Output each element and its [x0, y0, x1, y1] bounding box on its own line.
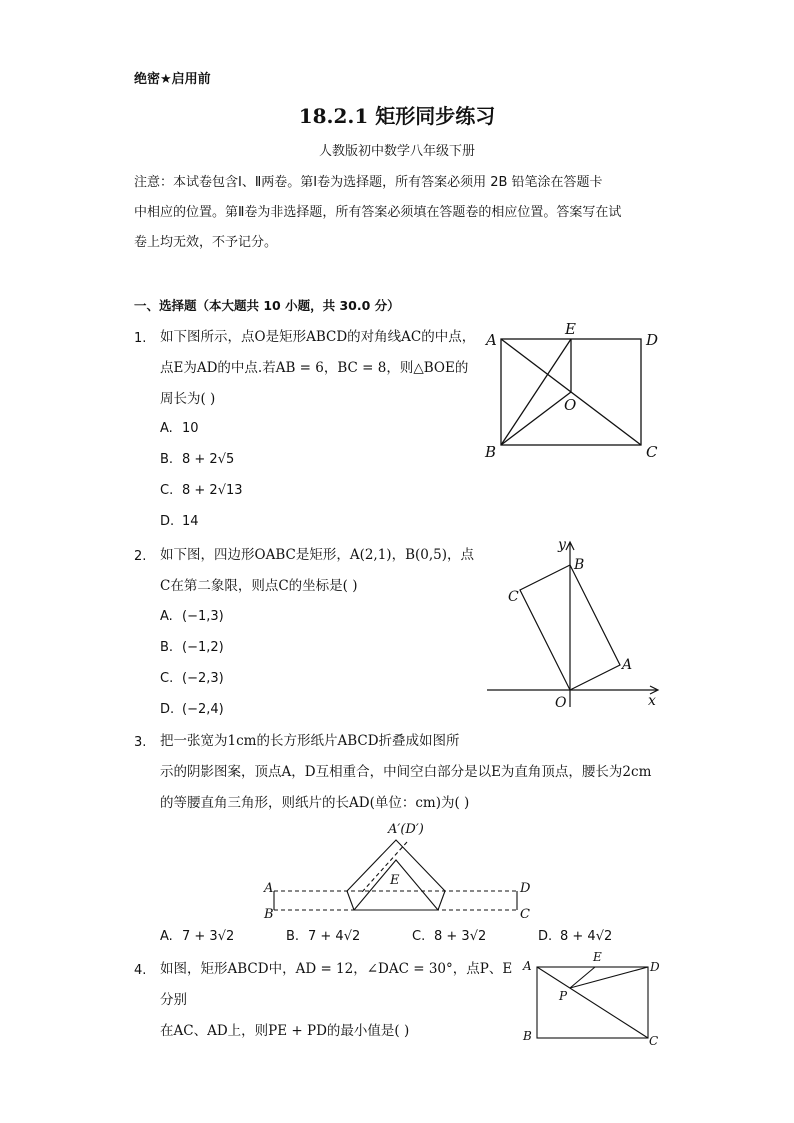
option-text: (−2,4)	[182, 702, 224, 717]
option-d[interactable]	[160, 514, 199, 529]
fold-crease	[362, 842, 407, 892]
label-c: C	[646, 443, 658, 461]
label-d: D	[520, 881, 531, 896]
option-a[interactable]	[160, 609, 224, 624]
question-3-text	[160, 726, 670, 819]
exam-notice	[134, 168, 674, 258]
option-text: 7 + 4√2	[308, 929, 361, 944]
question-number: 3.	[134, 735, 147, 750]
figure-1-rectangle	[480, 318, 670, 463]
option-label: A.	[160, 609, 173, 624]
question-4-text	[160, 954, 520, 1047]
question-number: 1.	[134, 331, 147, 346]
label-c: C	[508, 589, 519, 605]
label-c: C	[520, 907, 530, 922]
label-o: O	[555, 695, 567, 711]
option-a[interactable]	[160, 421, 199, 436]
option-text: 8 + 2√13	[182, 483, 243, 498]
option-label: A.	[160, 421, 173, 436]
option-a[interactable]	[160, 929, 234, 944]
question-2-text	[160, 540, 480, 602]
option-text: 7 + 3√2	[182, 929, 235, 944]
label-d: D	[646, 331, 659, 349]
page-subtitle: 人教版初中数学八年级下册	[318, 144, 475, 159]
option-label: C.	[412, 929, 426, 944]
figure-2-coordinate-rectangle	[482, 535, 667, 715]
option-text: (−1,2)	[182, 640, 224, 655]
label-b: B	[485, 443, 497, 461]
question-line: C在第二象限，则点C的坐标是( )	[160, 578, 358, 594]
notice-line: 中相应的位置。第Ⅱ卷为非选择题，所有答案必须填在答题卷的相应位置。答案写在试	[134, 205, 622, 220]
question-1-text	[160, 322, 490, 415]
option-label: B.	[160, 640, 174, 655]
option-b[interactable]	[286, 929, 360, 944]
option-label: D.	[538, 929, 553, 944]
label-a-prime-d-prime: A′(D′)	[388, 822, 424, 837]
option-text: 14	[182, 514, 199, 529]
option-text: (−2,3)	[182, 671, 224, 686]
option-c[interactable]	[160, 671, 224, 686]
option-label: B.	[160, 452, 174, 467]
secret-label: 绝密★启用前	[134, 72, 211, 87]
option-d[interactable]	[538, 929, 612, 944]
label-a: A	[523, 959, 532, 973]
label-a: A	[486, 331, 497, 349]
label-y: y	[558, 537, 566, 553]
question-line: 示的阴影图案，顶点A，D互相重合，中间空白部分是以E为直角顶点，腰长为2cm	[160, 764, 652, 780]
label-e: E	[390, 873, 400, 888]
option-b[interactable]	[160, 452, 234, 467]
diagonal-ac	[537, 967, 648, 1038]
label-a: A	[264, 881, 274, 896]
page-title: 18.2.1 矩形同步练习	[298, 104, 496, 128]
label-p: P	[559, 989, 568, 1003]
option-c[interactable]	[412, 929, 486, 944]
notice-line: 卷上均无效，不予记分。	[134, 235, 278, 250]
question-line: 的等腰直角三角形，则纸片的长AD(单位：cm)为( )	[160, 795, 470, 811]
label-b: B	[264, 907, 274, 922]
question-line: 点E为AD的中点.若AB = 6，BC = 8，则△BOE的	[160, 360, 469, 376]
section-heading: 一、选择题（本大题共 10 小题，共 30.0 分）	[134, 298, 400, 313]
option-label: C.	[160, 483, 174, 498]
left-corner-edge	[347, 891, 354, 910]
label-e: E	[593, 950, 602, 964]
option-c[interactable]	[160, 483, 243, 498]
notice-line: 注意：本试卷包含Ⅰ、Ⅱ两卷。第Ⅰ卷为选择题，所有答案必须用 2B 铅笔涂在答题卡	[134, 175, 603, 190]
option-text: 8 + 4√2	[560, 929, 613, 944]
option-text: 8 + 3√2	[434, 929, 487, 944]
label-a: A	[622, 657, 633, 673]
option-text: 10	[182, 421, 199, 436]
question-line: 在AC、AD上，则PE + PD的最小值是( )	[160, 1023, 410, 1039]
option-label: B.	[286, 929, 300, 944]
option-label: A.	[160, 929, 173, 944]
figure-4-rectangle	[515, 946, 665, 1048]
option-text: (−1,3)	[182, 609, 224, 624]
option-label: D.	[160, 702, 175, 717]
figure-3-folded-strip	[262, 820, 542, 922]
option-d[interactable]	[160, 702, 224, 717]
question-line: 如下图，四边形OABC是矩形，A(2,1)，B(0,5)，点	[160, 547, 474, 563]
segment-be	[501, 339, 571, 445]
option-label: C.	[160, 671, 174, 686]
question-line: 周长为( )	[160, 391, 216, 407]
label-x: x	[648, 693, 656, 709]
question-line: 如下图所示，点O是矩形ABCD的对角线AC的中点，	[160, 329, 476, 345]
label-e: E	[565, 320, 576, 338]
option-b[interactable]	[160, 640, 224, 655]
right-corner-edge	[438, 891, 445, 910]
question-number: 2.	[134, 549, 147, 564]
question-line: 把一张宽为1cm的长方形纸片ABCD折叠成如图所	[160, 733, 460, 749]
label-o: O	[564, 396, 577, 414]
option-text: 8 + 2√5	[182, 452, 235, 467]
segment-bo	[501, 392, 571, 445]
label-b: B	[523, 1029, 532, 1043]
question-line: 如图，矩形ABCD中，AD = 12，∠DAC = 30°，点P、E分别	[160, 961, 513, 1008]
label-c: C	[649, 1034, 659, 1048]
label-d: D	[650, 960, 660, 974]
question-number: 4.	[134, 963, 147, 978]
option-label: D.	[160, 514, 175, 529]
label-b: B	[574, 557, 585, 573]
